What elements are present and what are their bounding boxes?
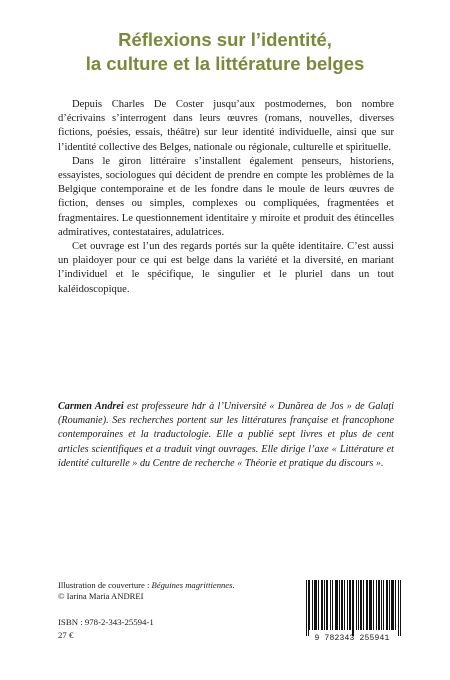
barcode-bar [366,580,367,630]
blurb-paragraph-1: Depuis Charles De Coster jusqu’aux postmodernes, bon nombre d’écrivains s’interrogent dans leurs œuvres (romans, nouvelles, diverses fictions, poésies, essais, théâtre) sur leur identité individuelle, ainsi que sur l’identité collective des Belges, nationale ou régionale, culturelle et spirituelle. [58,99,394,153]
barcode-bar [318,580,319,630]
barcode-bar [386,580,387,630]
barcode-bar [352,580,353,636]
barcode-bar [376,580,377,630]
barcode-bar [336,580,337,630]
barcode-bar [353,580,354,636]
cover-credit [58,580,235,602]
barcode-bar [389,580,390,630]
barcode-bar [327,580,328,630]
barcode-bar [383,580,384,630]
isbn-number: ISBN : 978-2-343-25594-1 [58,617,154,627]
barcode-bar [349,580,350,630]
barcode-bar [393,580,394,630]
barcode-bar [361,580,362,630]
barcode-bar [342,580,343,630]
barcode-bar [308,580,309,636]
barcode-bar [391,580,392,630]
barcode-bar [378,580,379,630]
barcode-bar [398,580,399,636]
barcode-bar [371,580,372,630]
barcode-bar [339,580,340,630]
barcode-bar [373,580,374,630]
barcode-bar [360,580,361,630]
barcode-bar [326,580,327,630]
author-bio-text: est professeure hdr à l’Université « Dunărea de Jos » de Galați (Roumanie). Ses recherches portent sur les littératures française et francophone contemporaines et la traductologie. Elle a publié sept livres et plus de cent articles scientifiques et a traduit vingt ouvrages. Elle dirige l’axe « Littérature et identité culturelle » du Centre de recherche « Théorie et pratique du discours ». [58,401,394,469]
price: 27 € [58,630,74,640]
book-title [0,28,450,76]
barcode-bar [324,580,325,630]
barcode-bar [316,580,317,630]
barcode-digits: 9 782343 255941 [314,634,390,643]
author-name: Carmen Andrei [58,401,124,412]
barcode-bar [330,580,331,630]
title-line-1: Réflexions sur l’identité, [118,29,332,50]
barcode-bar [367,580,368,630]
barcode-bar [309,580,310,630]
illustration-period: . [232,580,235,590]
barcode-bar [400,580,401,636]
barcode-bar [350,580,351,630]
barcode-bar [363,580,364,630]
barcode-bar [322,580,323,630]
barcode-bar [395,580,396,630]
barcode-bar [332,580,333,630]
barcode-bar [387,580,388,630]
barcode-bar [381,580,382,630]
barcode-bar [312,580,313,630]
illustration-credit [58,580,235,591]
barcode-bar [335,580,336,630]
barcode-bar [344,580,345,630]
barcode-bar [358,580,359,630]
barcode-bar [341,580,342,630]
barcode-bar [369,580,370,630]
author-bio [58,400,394,471]
illustration-label: Illustration de couverture : [58,580,152,590]
illustration-copyright: © Iarina Maria ANDREI [58,591,144,601]
blurb-paragraph-3: Cet ouvrage est l’un des regards portés sur la quête identitaire. C’est aussi un plaidoyer pour ce qui est belge dans la variété et la diversité, en mariant l’individuel et le spécifique, le singulier et le pluriel dans un tout kaléidoscopique. [58,241,394,295]
barcode [300,578,404,646]
barcode-bar [306,580,307,636]
back-cover-blurb [58,98,394,297]
barcode-bar [347,580,348,630]
title-line-2: la culture et la littérature belges [85,53,365,74]
illustration-title: Béguines magrittiennes [151,580,233,590]
barcode-bar [356,580,357,630]
barcode-bar [379,580,380,630]
barcode-bars [300,578,404,636]
barcode-bar [370,580,371,630]
barcode-bar [314,580,315,630]
barcode-bar [321,580,322,630]
barcode-bar [392,580,393,630]
isbn-price-block [58,616,154,642]
blurb-paragraph-2: Dans le giron littéraire s’installent également penseurs, historiens, essayistes, sociologues qui décident de prendre en compte les problèmes de la Belgique contemporaine et de les fondre dans le moule de leurs œuvres de fiction, denses ou simples, complexes ou compliquées, fragmentées et fragmentaires. Le questionnement identitaire y miroite et produit des étincelles admiratives, contestataires, adulatrices. [58,155,394,238]
barcode-bar [315,580,316,630]
barcode-bar [337,580,338,630]
